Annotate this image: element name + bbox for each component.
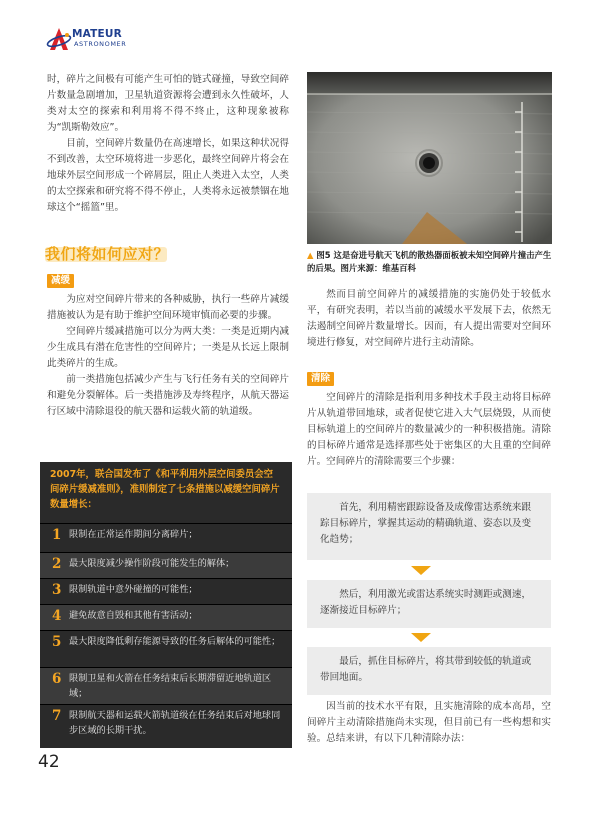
guideline-text: 最大限度降低剩存能源导致的任务后解体的可能性；: [69, 636, 281, 647]
guideline-number: 1: [52, 527, 62, 543]
guideline-text: 限制轨道中意外碰撞的可能性；: [69, 584, 198, 595]
guidelines-list: [40, 523, 292, 744]
caption-triangle-icon: ▲: [307, 250, 314, 260]
guideline-number: 5: [52, 634, 62, 650]
guideline-number: 4: [52, 608, 62, 624]
removal-section: [307, 366, 551, 470]
step-box-2: 然后，利用激光或雷达系统实时测距或测速，逐渐接近目标碎片；: [307, 580, 551, 628]
body-paragraph: 时，碎片之间极有可能产生可怕的链式碰撞，导致空间碎片数量急剧增加，卫星轨道资源将会遭到永久性破坏，人类对太空的探索和利用将不得不终止，这种现象被称为“凯斯勒效应”。: [47, 74, 289, 133]
magazine-logo: [46, 26, 146, 52]
closing-section: [307, 699, 551, 747]
logo-text-astronomer: ASTRONOMER: [74, 40, 127, 48]
body-paragraph: 空间碎片缓减措施可以分为两大类：一类是近期内减少生成具有潜在危害性的空间碎片；一类是从长远上限制此类碎片的生成。: [47, 326, 289, 369]
guideline-text: 限制航天器和运载火箭轨道级在任务结束后对地球同步区域的长期干扰。: [69, 710, 281, 736]
guideline-number: 3: [52, 582, 62, 598]
step-box-1: 首先，利用精密跟踪设备及成像雷达系统来跟踪目标碎片，掌握其运动的精确轨道、姿态以及变化趋势；: [307, 493, 551, 560]
guideline-item: [40, 552, 292, 578]
body-paragraph: 前一类措施包括减少产生与飞行任务有关的空间碎片和避免分裂解体。后一类措施涉及寿终程序，从航天器运行区域中清除退役的航天器和运载火箭的轨道级。: [47, 374, 289, 417]
guidelines-panel: [40, 462, 292, 748]
guideline-text: 限制卫星和火箭在任务结束后长期滞留近地轨道区域；: [69, 673, 272, 699]
body-paragraph: 因当前的技术水平有限，且实施清除的成本高昂，空间碎片主动清除措施尚未实现，但目前已有一些构想和实验。总结来讲，有以下几种清除办法：: [307, 701, 551, 744]
step-box-3: 最后，抓住目标碎片，将其带到较低的轨道或带回地面。: [307, 647, 551, 695]
arrow-down-icon: [411, 633, 431, 642]
logo-text-mateur: MATEUR: [72, 28, 122, 40]
guideline-item: [40, 523, 292, 552]
guideline-item: [40, 578, 292, 604]
mitigation-section: [47, 268, 289, 420]
guideline-item: [40, 704, 292, 744]
left-column-intro: [47, 72, 289, 216]
body-paragraph: 为应对空间碎片带来的各种威胁，执行一些碎片减缓措施被认为是有助于维护空间环境审慎而必要的步骤。: [47, 294, 289, 321]
guideline-number: 7: [52, 708, 62, 724]
guideline-number: 6: [52, 671, 62, 687]
guideline-item: [40, 630, 292, 667]
guideline-text: 避免故意自毁和其他有害活动；: [69, 610, 198, 621]
guideline-item: [40, 667, 292, 704]
removal-tag: 清除: [307, 372, 334, 386]
astronomer-logo-icon: [46, 26, 72, 52]
body-paragraph: 空间碎片的清除是指利用多种技术手段主动将目标碎片从轨道带回地球，或者促使它进入大气层烧毁，从而使目标轨道上的空间碎片的数量减少的一种积极措施。清除的目标碎片通常是选择那些处于密集区的大且重的空间碎片。空间碎片的清除需要三个步骤：: [307, 392, 551, 467]
body-paragraph: 目前，空间碎片数量仍在高速增长，如果这种状况得不到改善，太空环境将进一步恶化，最终空间碎片将会在地球外层空间形成一个碎屑层，阻止人类进入太空，人类的太空探索和研究将不得不停止，人类将永远被禁锢在地球这个“摇篮”里。: [47, 138, 289, 213]
page-number: 42: [38, 752, 60, 772]
guideline-item: [40, 604, 292, 630]
section-title: 我们将如何应对？: [45, 245, 170, 263]
guideline-text: 最大限度减少操作阶段可能发生的解体；: [69, 558, 235, 569]
guideline-text: 限制在正常运作期间分离碎片；: [69, 529, 198, 540]
radiator-damage-photo: [307, 72, 552, 244]
mitigation-tag: 减缓: [47, 274, 74, 288]
body-paragraph: 然而目前空间碎片的减缓措施的实施仍处于较低水平，有研究表明，若以当前的减缓水平发展下去，依然无法遏制空间碎片数量增长。因而，有人提出需要对空间环境进行修复，对空间碎片进行主动清除。: [307, 289, 551, 348]
right-column-intro: [307, 287, 551, 351]
guidelines-heading: 2007年，联合国发布了《和平利用外层空间委员会空间碎片缓减准则》，准则制定了七条措施以减缓空间碎片数量增长：: [50, 469, 280, 510]
caption-text: 图5 这是奋进号航天飞机的散热器面板被未知空间碎片撞击产生的后果。图片来源：维基百科: [307, 250, 552, 273]
radiator-panel-image: [307, 72, 552, 244]
guideline-number: 2: [52, 556, 62, 572]
figure-caption: [307, 249, 552, 275]
arrow-down-icon: [411, 566, 431, 575]
